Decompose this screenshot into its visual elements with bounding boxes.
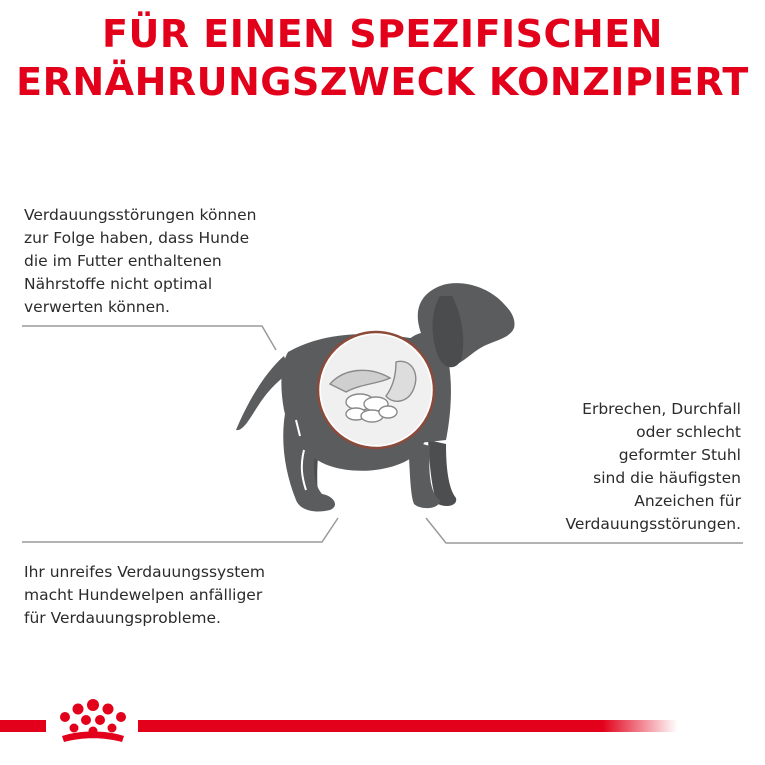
callout-top-left-line: Nährstoffe nicht optimal: [24, 275, 213, 293]
callout-right-line: Verdauungsstörungen.: [565, 515, 741, 533]
headline-line-2: ERNÄHRUNGSZWECK KONZIPIERT: [16, 60, 749, 104]
digestive-circle-fill: [321, 335, 431, 445]
callout-top-left-line: verwerten können.: [24, 298, 170, 316]
brand-bar-left: [0, 720, 46, 732]
callout-right-line: oder schlecht: [636, 423, 741, 441]
callout-right-line: Anzeichen für: [634, 492, 741, 510]
brand-bar-right: [138, 720, 718, 732]
callout-right-line: geformter Stuhl: [618, 446, 741, 464]
callout-bottom-left-line: für Verdauungsprobleme.: [24, 609, 221, 627]
callout-top-left-line: zur Folge haben, dass Hunde: [24, 229, 250, 247]
callout-top-left-line: Verdauungsstörungen können: [24, 206, 257, 224]
callout-bottom-left-line: Ihr unreifes Verdauungssystem: [24, 563, 266, 581]
callout-digestion-nutrients: [24, 204, 256, 319]
callout-right-line: Erbrechen, Durchfall: [582, 400, 741, 418]
crown-logo-icon: [52, 696, 134, 748]
callout-symptoms: [565, 398, 741, 536]
puppy-head: [418, 283, 515, 366]
headline-line-1: FÜR EINEN SPEZIFISCHEN: [102, 12, 663, 56]
callout-bottom-left-line: macht Hundewelpen anfälliger: [24, 586, 263, 604]
callout-right-line: sind die häufigsten: [593, 469, 741, 487]
callout-top-left-line: die im Futter enthaltenen: [24, 252, 222, 270]
callout-immature-digestion: [24, 561, 265, 630]
